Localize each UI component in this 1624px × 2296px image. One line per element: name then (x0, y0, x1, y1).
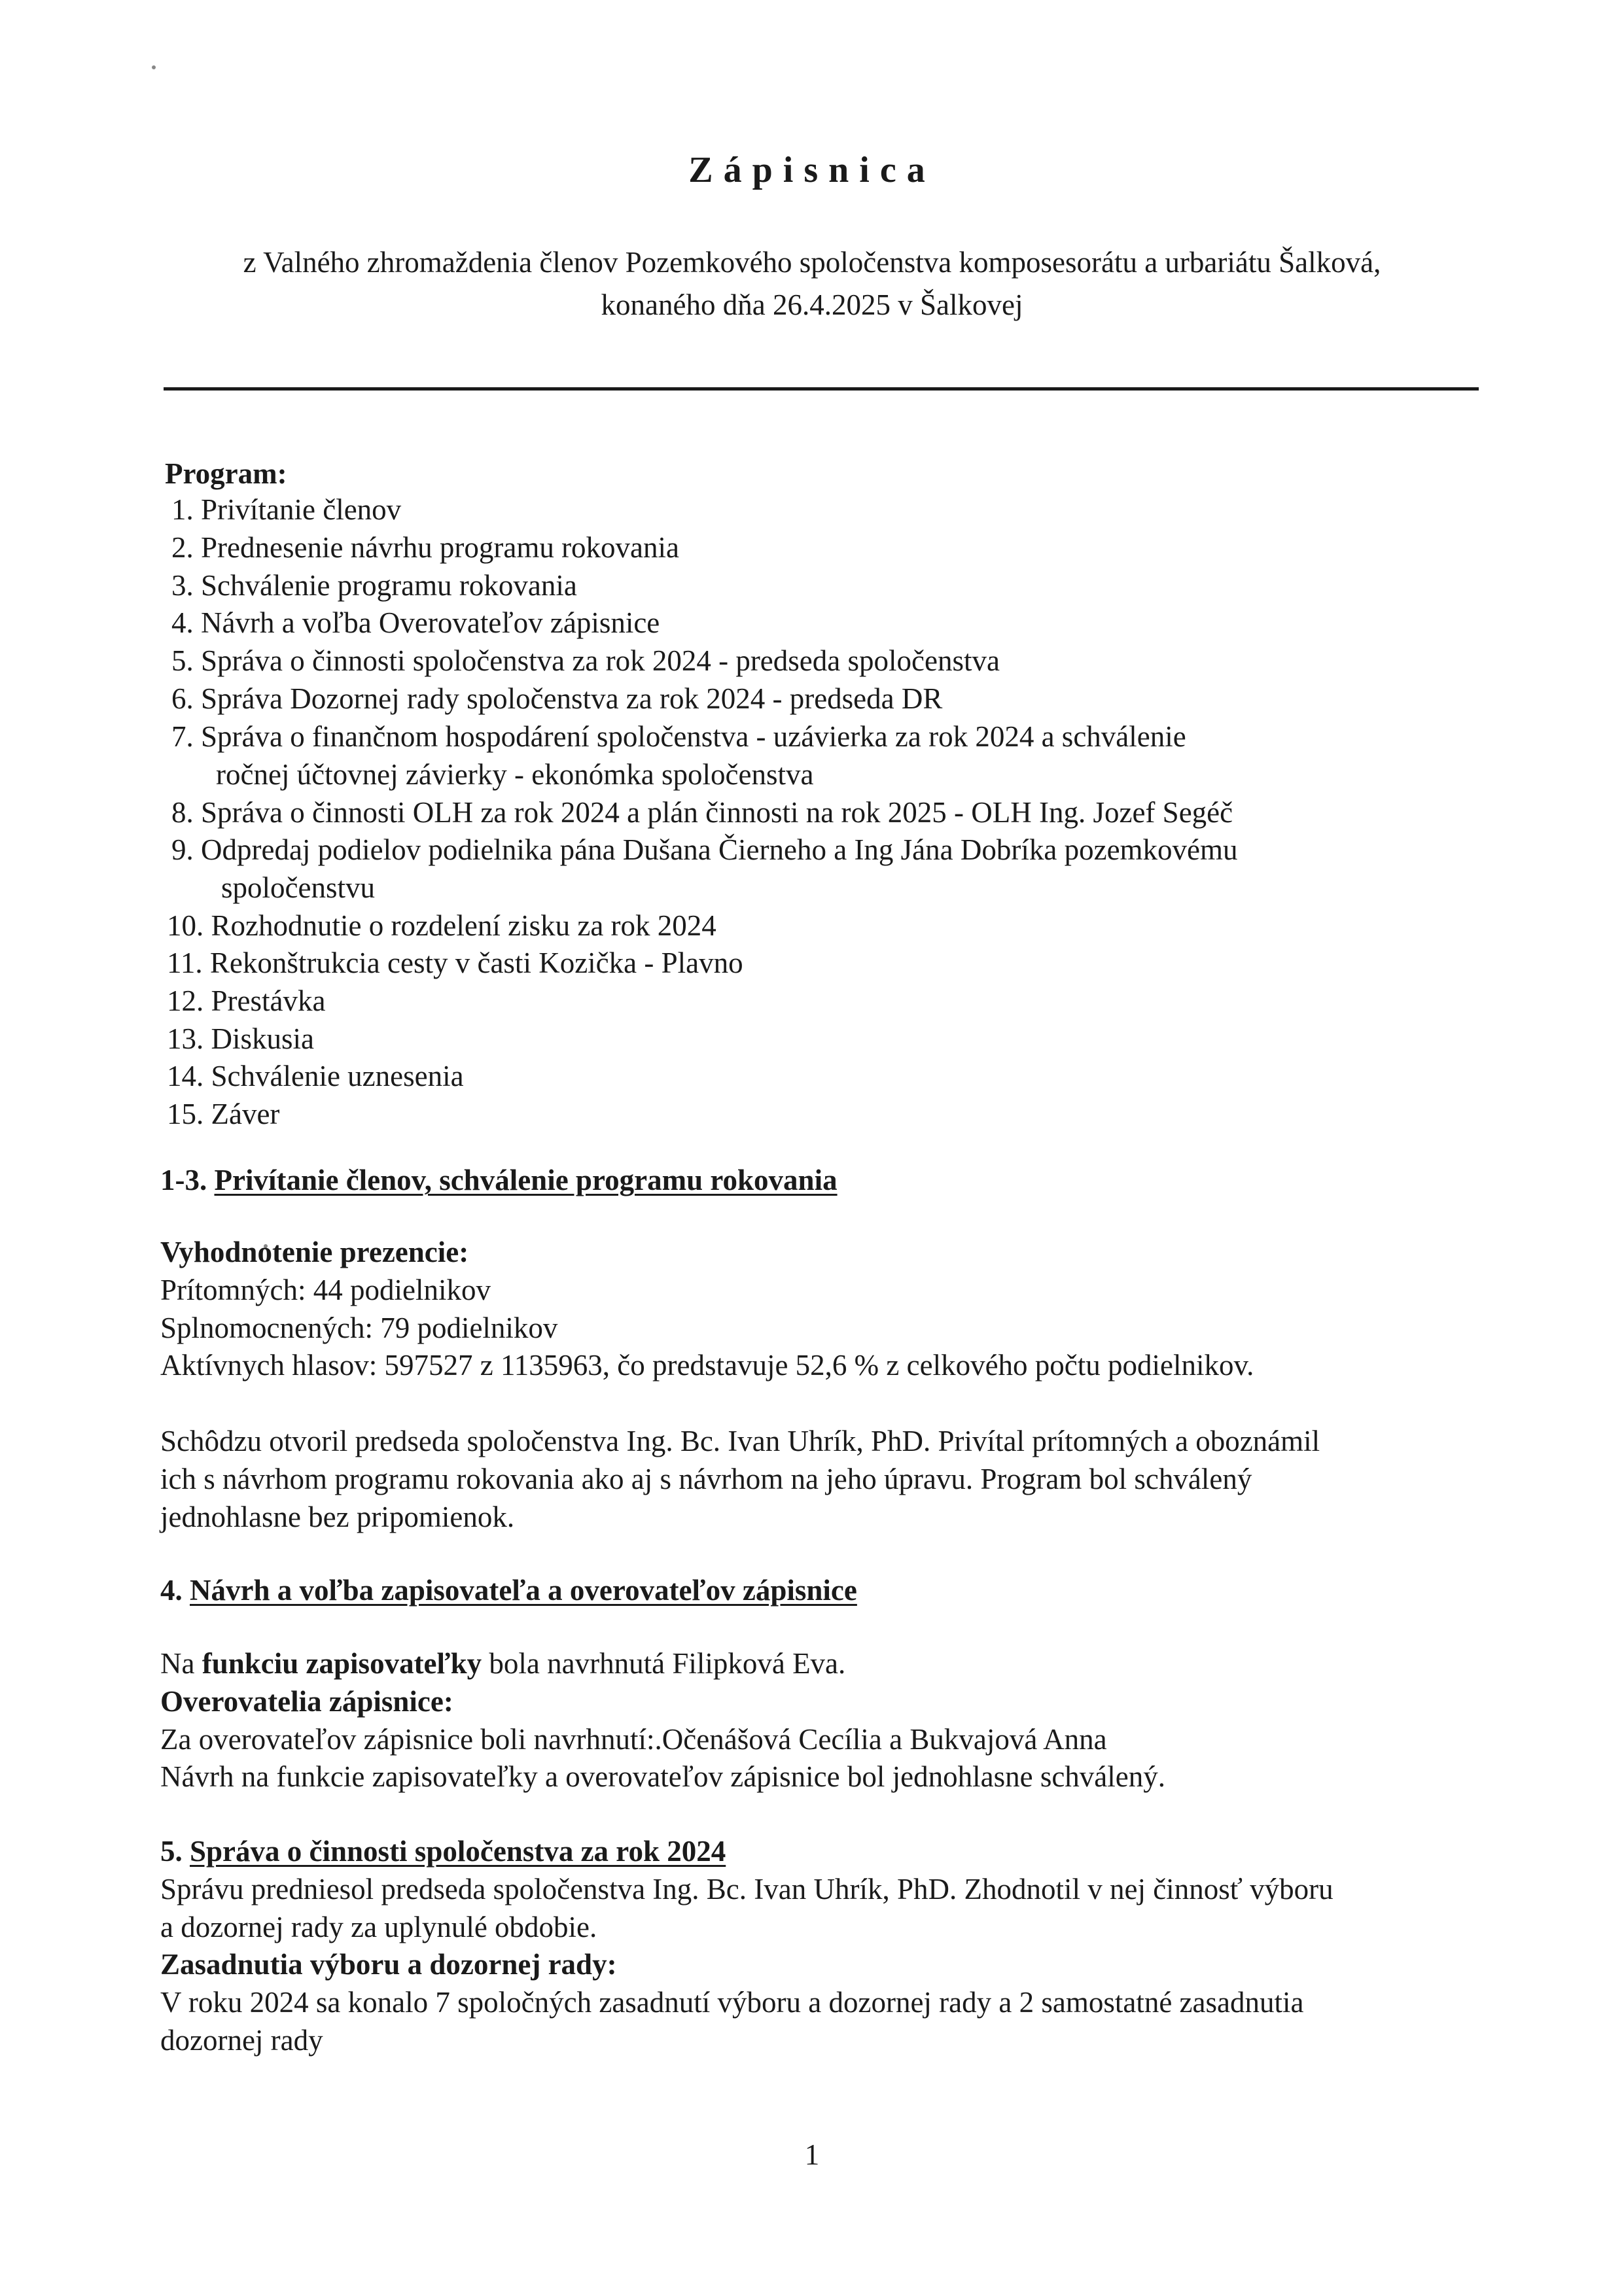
section-1-heading (160, 1163, 838, 1197)
scan-speck (152, 65, 156, 69)
recorder-role: funkciu zapisovateľky (202, 1647, 482, 1680)
attendance-proxies: Splnomocnených: 79 podielnikov (160, 1312, 558, 1344)
program-item: 2. Prednesenie návrhu programu rokovania (171, 531, 680, 564)
recorder-nomination-suffix: bola navrhnutá Filipková Eva. (482, 1647, 846, 1680)
program-item: 13. Diskusia (167, 1022, 314, 1055)
recorder-nomination-prefix: Na (160, 1647, 202, 1680)
program-item: 1. Privítanie členov (171, 493, 402, 526)
program-item: 12. Prestávka (167, 984, 326, 1017)
verifiers-heading: Overovatelia zápisnice: (160, 1685, 453, 1718)
section-5-paragraph-line: a dozornej rady za uplynulé obdobie. (160, 1911, 597, 1943)
program-item: 6. Správa Dozornej rady spoločenstva za rok 2024 - predseda DR (171, 682, 943, 715)
section-1-title: Privítanie členov, schválenie programu rokovania (214, 1164, 838, 1196)
program-item: 14. Schválenie uznesenia (167, 1060, 464, 1092)
program-item: 9. Odpredaj podielov podielnika pána Dušana Čierneho a Ing Jána Dobríka pozemkovému (171, 833, 1238, 866)
section-1-paragraph-line: jednohlasne bez pripomienok. (160, 1501, 515, 1533)
program-heading: Program: (165, 457, 287, 490)
section-5-paragraph-line: Správu predniesol predseda spoločenstva Ing. Bc. Ivan Uhrík, PhD. Zhodnotil v nej činnosť výboru (160, 1873, 1333, 1905)
document-subtitle-line-2: konaného dňa 26.4.2025 v Šalkovej (601, 288, 1023, 321)
page-number: 1 (804, 2138, 820, 2171)
section-1-paragraph-line: Schôdzu otvoril predseda spoločenstva Ing. Bc. Ivan Uhrík, PhD. Privítal prítomných a oboznámil (160, 1425, 1320, 1457)
verifiers-nomination: Za overovateľov zápisnice boli navrhnutí:.Očenášová Cecília a Bukvajová Anna (160, 1723, 1107, 1756)
attendance-heading: Vyhodnotenie prezencie: (160, 1236, 469, 1268)
header-divider (164, 387, 1479, 391)
program-item: 3. Schválenie programu rokovania (171, 569, 577, 602)
attendance-votes: Aktívnych hlasov: 597527 z 1135963, čo predstavuje 52,6 % z celkového počtu podielnikov. (160, 1349, 1254, 1382)
verifiers-approval: Návrh na funkcie zapisovateľky a overovateľov zápisnice bol jednohlasne schválený. (160, 1760, 1165, 1793)
section-5-heading (160, 1834, 726, 1868)
attendance-present: Prítomných: 44 podielnikov (160, 1274, 491, 1306)
document-title: Zápisnica (688, 150, 936, 190)
program-item: 11. Rekonštrukcia cesty v časti Kozička - Plavno (167, 947, 743, 979)
program-item: 15. Záver (167, 1098, 280, 1130)
section-4-title: Návrh a voľba zapisovateľa a overovateľov zápisnice (190, 1574, 857, 1607)
program-item-continuation: spoločenstvu (221, 871, 375, 904)
section-1-number: 1-3. (160, 1164, 207, 1196)
program-item: 5. Správa o činnosti spoločenstva za rok 2024 - predseda spoločenstva (171, 644, 1000, 677)
meetings-paragraph-line: V roku 2024 sa konalo 7 spoločných zasadnutí výboru a dozornej rady a 2 samostatné zasadnutia (160, 1986, 1304, 2019)
meetings-heading: Zasadnutia výboru a dozornej rady: (160, 1948, 617, 1981)
recorder-nomination (160, 1646, 845, 1680)
program-item: 10. Rozhodnutie o rozdelení zisku za rok 2024 (167, 909, 716, 942)
program-item: 8. Správa o činnosti OLH za rok 2024 a plán činnosti na rok 2025 - OLH Ing. Jozef Segéč (171, 796, 1233, 829)
section-5-title: Správa o činnosti spoločenstva za rok 2024 (190, 1835, 726, 1868)
section-1-paragraph-line: ich s návrhom programu rokovania ako aj s návrhom na jeho úpravu. Program bol schválený (160, 1463, 1252, 1495)
program-item: 4. Návrh a voľba Overovateľov zápisnice (171, 606, 660, 639)
section-4-number: 4. (160, 1574, 183, 1607)
program-item-continuation: ročnej účtovnej závierky - ekonómka spoločenstva (216, 758, 814, 791)
meetings-paragraph-line: dozornej rady (160, 2024, 323, 2057)
document-subtitle-line-1: z Valného zhromaždenia členov Pozemkového spoločenstva komposesorátu a urbariátu Šalková, (243, 246, 1381, 279)
section-5-number: 5. (160, 1835, 183, 1868)
program-item: 7. Správa o finančnom hospodárení spoločenstva - uzávierka za rok 2024 a schválenie (171, 720, 1186, 753)
section-4-heading (160, 1573, 857, 1607)
